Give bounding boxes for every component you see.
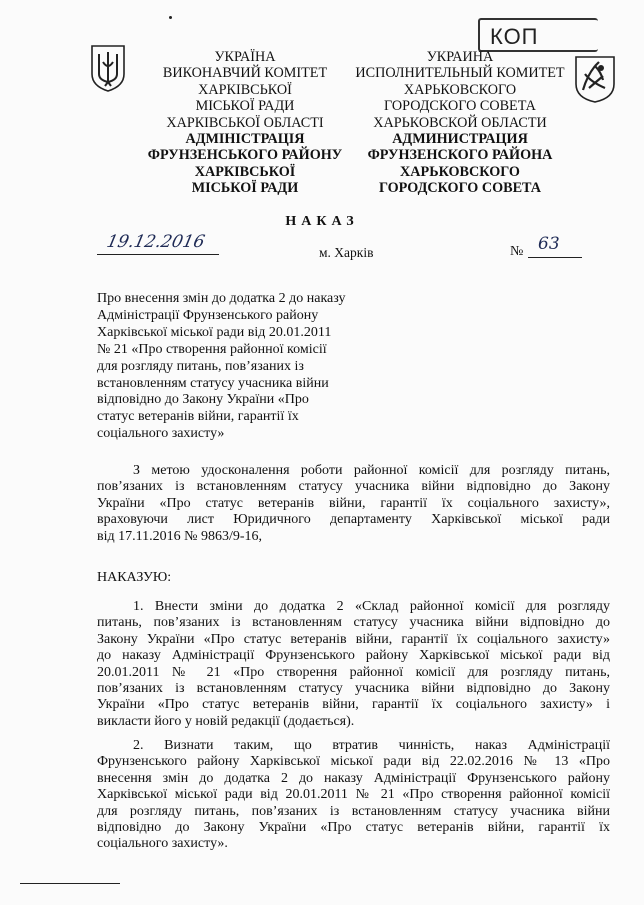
header-line: УКРАЇНА [214, 49, 276, 65]
number-underline [528, 257, 582, 258]
city: м. Харків [319, 245, 374, 260]
paragraph-line: України «Про статус ветеранів війни, гарантії їх соціального захисту» і [97, 697, 610, 713]
handwritten-date: 19.12.2016 [104, 232, 207, 252]
header-bold-line: ГОРОДСКОГО СОВЕТА [378, 180, 542, 197]
header-line: ИСПОЛНИТЕЛЬНЫЙ КОМИТЕТ [355, 65, 565, 82]
header-bold-line: МІСЬКОЇ РАДИ [191, 180, 299, 197]
header-line: ХАРЬКОВСКОЙ ОБЛАСТИ [373, 114, 547, 131]
footer-rule [20, 883, 120, 884]
date-underline [97, 254, 219, 255]
header-line: УКРАИНА [426, 49, 494, 65]
ukraine-trident-emblem-icon [90, 44, 126, 92]
header-bold-line: ФРУНЗЕНСЬКОГО РАЙОНУ [147, 147, 343, 164]
paragraph-line: відповідно до Закону України «Про статус ветеранів війни, гарантії їх [97, 819, 610, 835]
subject-line: статус ветеранів війни, гарантії їх [97, 409, 299, 425]
header-line: МІСЬКОЇ РАДИ [195, 98, 295, 115]
subject-block [97, 291, 397, 443]
subject-line: соціального захисту» [97, 426, 225, 442]
header-bold-line: ХАРКІВСЬКОЇ [194, 163, 296, 180]
paragraph-line: Закону України «Про статус ветеранів війни, гарантії їх соціального захисту» [97, 631, 610, 647]
paragraph-line: З метою удосконалення роботи районної комісії для розгляду питань, [133, 463, 610, 478]
header-line: ХАРЬКОВСКОГО [403, 81, 517, 98]
header-line: ВИКОНАВЧИЙ КОМІТЕТ [162, 65, 328, 82]
order-word: НАКАЗУЮ: [97, 570, 172, 585]
paragraph-line: соціального захисту». [97, 836, 228, 852]
paragraph-line: внесення змін до додатка 2 до наказу Адміністрації Фрунзенського району [97, 770, 610, 786]
kharkiv-coat-of-arms-icon [573, 54, 617, 104]
header-bold-line: АДМІНІСТРАЦІЯ [185, 131, 305, 148]
header-line: ГОРОДСКОГО СОВЕТА [384, 98, 536, 115]
paragraph-line: України «Про статус ветеранів війни, гарантії їх соціального захисту», [97, 495, 610, 511]
header-bold-line: АДМИНИСТРАЦИЯ [392, 131, 528, 148]
handwritten-number: 63 [538, 234, 560, 254]
subject-line: Адміністрації Фрунзенського району [97, 307, 319, 323]
paragraph-line: 1. Внести зміни до додатка 2 «Склад районної комісії для розгляду [133, 599, 610, 614]
header-line: ХАРКІВСЬКОЇ [198, 81, 292, 98]
paragraph-line: 2. Визнати таким, що втратив чинність, наказ Адміністрації [133, 738, 610, 753]
subject-line: відповідно до Закону України «Про [97, 392, 309, 408]
paragraph-line: Фрунзенського району Харківської міської ради від 22.02.2016 № 13 «Про [97, 754, 610, 770]
paragraph-line: враховуючи лист Юридичного департаменту Харківської міської ради [97, 512, 610, 528]
document-type-title: НАКАЗ [285, 214, 359, 229]
paragraph-line: 20.01.2011 № 21 «Про створення районної комісії для розгляду питань, [97, 664, 610, 680]
paragraph-line: пов’язаних із встановленням статусу учасника війни відповідно до Закону [97, 479, 610, 495]
number-sign: № [510, 244, 524, 259]
paragraph-line: пов’язаних із встановленням статусу учасника війни відповідно до Закону [97, 680, 610, 696]
header-bold-line: ФРУНЗЕНСКОГО РАЙОНА [367, 147, 553, 164]
order-item-2 [97, 738, 610, 853]
preamble-paragraph [97, 463, 610, 545]
paragraph-line: викласти його у новій редакції (додається). [97, 713, 355, 729]
subject-line: Харківської міської ради від 20.01.2011 [97, 324, 332, 340]
scan-speck [169, 16, 172, 19]
subject-line: для розгляду питань, пов’язаних із [97, 358, 304, 374]
paragraph-line: від 17.11.2016 № 9863/9-16, [97, 528, 263, 544]
paragraph-line: для розгляду питань, пов’язаних із встановленням статусу учасника війни [97, 803, 610, 819]
paragraph-line: питань, пов’язаних із встановленням статусу учасника війни відповідно до [97, 615, 610, 631]
paragraph-line: до наказу Адміністрації Фрунзенського району Харківської міської ради від [97, 648, 610, 664]
header-russian [350, 49, 570, 197]
subject-line: встановленням статусу учасника війни [97, 375, 329, 391]
paragraph-line: Харківської міської ради від 20.01.2011 № 21 «Про створення районної комісії [97, 787, 610, 803]
header-bold-line: ХАРЬКОВСКОГО [400, 163, 520, 180]
subject-line: Про внесення змін до додатка 2 до наказу [97, 291, 346, 306]
subject-line: № 21 «Про створення районної комісії [97, 341, 327, 357]
header-ukrainian [145, 49, 345, 197]
order-item-1 [97, 599, 610, 730]
copy-stamp: КОП [478, 18, 598, 52]
header-line: ХАРКІВСЬКОЇ ОБЛАСТІ [166, 114, 324, 131]
